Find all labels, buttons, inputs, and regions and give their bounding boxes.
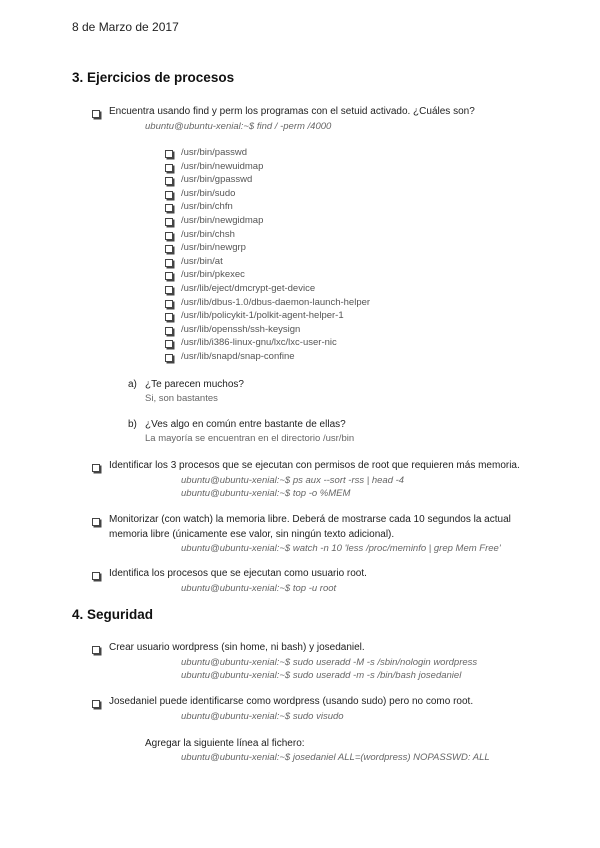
instruction-add-line: Agregar la siguiente línea al fichero:	[145, 738, 305, 749]
document-date: 8 de Marzo de 2017	[72, 20, 179, 34]
question-root-memory: Identificar los 3 procesos que se ejecutan con permisos de root que requieren más memoria.	[109, 460, 520, 471]
command-ps-aux: ubuntu@ubuntu-xenial:~$ ps aux --sort -rss | head -4	[181, 475, 405, 486]
checkbox-icon	[165, 218, 173, 226]
command-top-root: ubuntu@ubuntu-xenial:~$ top -u root	[181, 583, 337, 594]
checkbox-icon	[165, 245, 173, 253]
checkbox-icon	[165, 259, 173, 267]
question-sudo-identify: Josedaniel puede identificarse como wordpress (usando sudo) pero no como root.	[109, 696, 474, 707]
command-useradd-wordpress: ubuntu@ubuntu-xenial:~$ sudo useradd -M -s /sbin/nologin wordpress	[181, 657, 478, 668]
checkbox-icon	[92, 464, 100, 472]
setuid-file-item: /usr/lib/policykit-1/polkit-agent-helper-1	[181, 310, 344, 322]
setuid-file-item: /usr/bin/at	[181, 255, 223, 267]
sub-question-b: ¿Ves algo en común entre bastante de ellas?	[145, 419, 346, 430]
setuid-file-item: /usr/lib/i386-linux-gnu/lxc/lxc-user-nic	[181, 337, 337, 349]
setuid-file-item: /usr/bin/sudo	[181, 187, 236, 199]
checkbox-icon	[92, 646, 100, 654]
setuid-file-item: /usr/bin/pkexec	[181, 269, 245, 281]
setuid-file-item: /usr/bin/gpasswd	[181, 174, 253, 186]
question-root-processes: Identifica los procesos que se ejecutan como usuario root.	[109, 568, 367, 579]
checkbox-icon	[165, 232, 173, 240]
checkbox-icon	[92, 110, 100, 118]
checkbox-icon	[165, 300, 173, 308]
answer-a: Si, son bastantes	[145, 393, 218, 404]
setuid-file-item: /usr/bin/passwd	[181, 147, 248, 158]
section-3-title: 3. Ejercicios de procesos	[72, 70, 235, 85]
command-visudo: ubuntu@ubuntu-xenial:~$ sudo visudo	[181, 711, 344, 722]
command-top-mem: ubuntu@ubuntu-xenial:~$ top -o %MEM	[181, 488, 351, 499]
question-watch-line1: Monitorizar (con watch) la memoria libre. Deberá de mostrarse cada 10 segundos la actual	[109, 514, 511, 525]
checkbox-icon	[92, 572, 100, 580]
command-useradd-josedaniel: ubuntu@ubuntu-xenial:~$ sudo useradd -m -s /bin/bash josedaniel	[181, 670, 462, 681]
question-create-users: Crear usuario wordpress (sin home, ni bash) y josedaniel.	[109, 642, 365, 653]
question-setuid: Encuentra usando find y perm los programas con el setuid activado. ¿Cuáles son?	[109, 106, 475, 117]
setuid-file-item: /usr/lib/eject/dmcrypt-get-device	[181, 283, 316, 294]
setuid-file-item: /usr/lib/snapd/snap-confine	[181, 351, 295, 362]
setuid-file-item: /usr/lib/openssh/ssh-keysign	[181, 323, 301, 335]
setuid-file-item: /usr/bin/newgidmap	[181, 215, 264, 226]
checkbox-icon	[165, 272, 173, 280]
checkbox-icon	[165, 327, 173, 335]
checkbox-icon	[165, 191, 173, 199]
checkbox-icon	[165, 164, 173, 172]
question-watch-line2: memoria libre (únicamente ese valor, sin ningún texto adicional).	[109, 529, 395, 540]
setuid-file-item: /usr/bin/chfn	[181, 201, 233, 213]
answer-b: La mayoría se encuentran en el directorio /usr/bin	[145, 433, 355, 444]
checkbox-icon	[92, 700, 100, 708]
sub-question-marker-b: b)	[128, 419, 137, 430]
checkbox-icon	[165, 354, 173, 362]
command-watch: ubuntu@ubuntu-xenial:~$ watch -n 10 'less /proc/meminfo | grep Mem Free'	[181, 543, 501, 554]
checkbox-icon	[165, 177, 173, 185]
checkbox-icon	[165, 340, 173, 348]
sub-question-a: ¿Te parecen muchos?	[145, 379, 244, 390]
command-sudoers-line: ubuntu@ubuntu-xenial:~$ josedaniel ALL=(wordpress) NOPASSWD: ALL	[181, 752, 490, 763]
checkbox-icon	[165, 204, 173, 212]
setuid-file-item: /usr/bin/chsh	[181, 228, 235, 240]
checkbox-icon	[165, 150, 173, 158]
setuid-file-item: /usr/lib/dbus-1.0/dbus-daemon-launch-helper	[181, 296, 371, 308]
command-find: ubuntu@ubuntu-xenial:~$ find / -perm /4000	[145, 121, 332, 132]
setuid-file-item: /usr/bin/newgrp	[181, 242, 246, 254]
checkbox-icon	[165, 286, 173, 294]
section-4-title: 4. Seguridad	[72, 607, 154, 622]
sub-question-marker-a: a)	[128, 379, 137, 390]
checkbox-icon	[165, 313, 173, 321]
setuid-file-item: /usr/bin/newuidmap	[181, 160, 264, 172]
checkbox-icon	[92, 518, 100, 526]
